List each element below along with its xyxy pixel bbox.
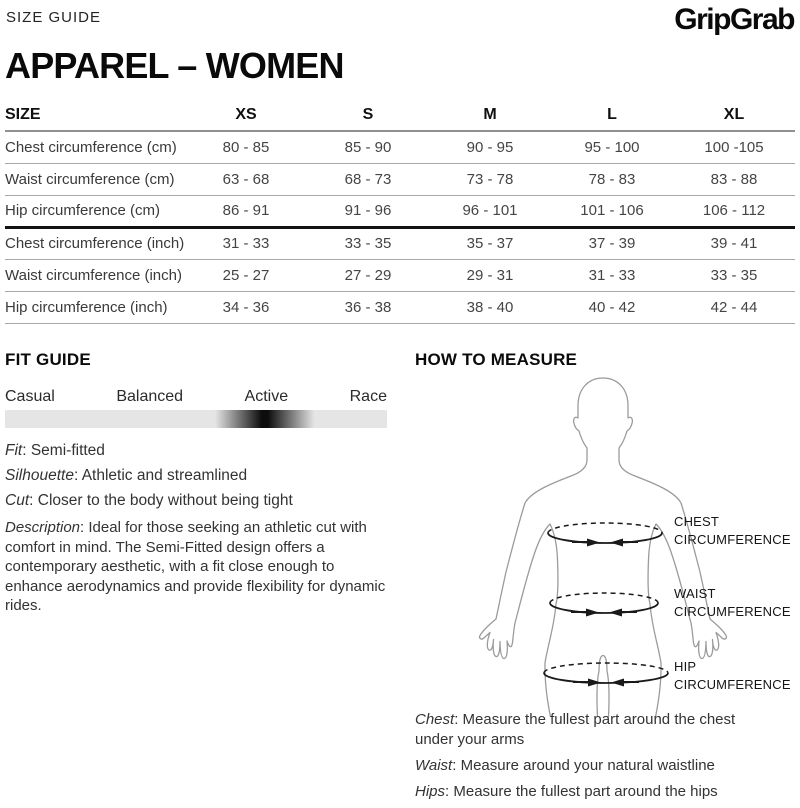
instruction-label: Hips : xyxy=(415,783,453,800)
attribute-label: Fit : xyxy=(5,442,31,459)
column-header-xl: XL xyxy=(673,100,795,131)
fit-attributes xyxy=(5,443,387,509)
size-cell: 25 - 27 xyxy=(185,259,307,291)
gripgrab-logo: GripGrab xyxy=(674,3,794,36)
chest-measure-ellipse xyxy=(548,523,662,547)
size-cell: 90 - 95 xyxy=(429,131,551,163)
row-label: Waist circumference (cm) xyxy=(5,163,185,195)
instruction-label: Waist : xyxy=(415,757,461,774)
arrow-left-icon xyxy=(611,679,624,687)
measure-instructions xyxy=(415,710,777,808)
instruction-value: Measure the fullest part around the chest under your arms xyxy=(415,711,736,748)
instruction-hips xyxy=(415,782,777,802)
fit-scale-label-balanced: Balanced xyxy=(116,388,184,405)
column-header-m: M xyxy=(429,100,551,131)
size-cell: 91 - 96 xyxy=(307,195,429,227)
how-to-measure-heading: HOW TO MEASURE xyxy=(415,350,578,369)
size-cell: 83 - 88 xyxy=(673,163,795,195)
size-table-header-row xyxy=(5,100,795,131)
hip-circumference-label xyxy=(674,658,791,693)
hip-measure-ellipse xyxy=(544,663,668,686)
fit-scale-bar xyxy=(5,410,387,428)
fit-scale-label-casual: Casual xyxy=(5,388,55,405)
arrow-left-icon xyxy=(609,609,622,617)
row-label: Chest circumference (inch) xyxy=(5,227,185,259)
fit-attribute-fit xyxy=(5,443,387,459)
column-header-l: L xyxy=(551,100,673,131)
size-cell: 68 - 73 xyxy=(307,163,429,195)
page-eyebrow: SIZE GUIDE xyxy=(6,9,102,26)
instruction-chest xyxy=(415,710,777,750)
table-row-hip-cm xyxy=(5,195,795,227)
page-title: APPAREL – WOMEN xyxy=(5,45,344,86)
size-cell: 40 - 42 xyxy=(551,291,673,323)
label-line: CIRCUMFERENCE xyxy=(674,676,791,692)
fit-guide-section xyxy=(5,350,387,616)
size-cell: 100 -105 xyxy=(673,131,795,163)
size-cell: 38 - 40 xyxy=(429,291,551,323)
size-cell: 63 - 68 xyxy=(185,163,307,195)
description-value: Ideal for those seeking an athletic cut with comfort in mind. The Semi-Fitted design offers a contemporary aesthetic, with a fit close enough to enhance aerodynamics and provide flexibility for dynamic rides. xyxy=(5,519,386,614)
fit-attribute-cut xyxy=(5,493,387,509)
label-line: CIRCUMFERENCE xyxy=(674,603,791,619)
size-cell: 33 - 35 xyxy=(673,259,795,291)
fit-scale-label-race: Race xyxy=(349,388,387,405)
fit-attribute-silhouette xyxy=(5,468,387,484)
instruction-label: Chest : xyxy=(415,711,463,728)
size-cell: 39 - 41 xyxy=(673,227,795,259)
instruction-value: Measure around your natural waistline xyxy=(460,757,715,774)
measurement-figure xyxy=(475,372,795,717)
label-line: HIP xyxy=(674,659,697,674)
label-line: CIRCUMFERENCE xyxy=(674,531,791,547)
table-row-chest-inch xyxy=(5,227,795,259)
attribute-value: Athletic and streamlined xyxy=(81,467,248,484)
size-cell: 34 - 36 xyxy=(185,291,307,323)
fit-description xyxy=(5,518,390,616)
chest-circumference-label xyxy=(674,513,791,548)
size-cell: 37 - 39 xyxy=(551,227,673,259)
size-cell: 85 - 90 xyxy=(307,131,429,163)
table-row-waist-cm xyxy=(5,163,795,195)
size-cell: 31 - 33 xyxy=(551,259,673,291)
row-label: Hip circumference (inch) xyxy=(5,291,185,323)
arrow-right-icon xyxy=(586,609,599,617)
fit-scale-labels xyxy=(5,388,387,406)
size-cell: 96 - 101 xyxy=(429,195,551,227)
instruction-waist xyxy=(415,756,777,776)
table-row-chest-cm xyxy=(5,131,795,163)
row-label: Chest circumference (cm) xyxy=(5,131,185,163)
arrow-right-icon xyxy=(588,679,601,687)
size-cell: 86 - 91 xyxy=(185,195,307,227)
size-cell: 27 - 29 xyxy=(307,259,429,291)
label-line: CHEST xyxy=(674,514,720,529)
size-cell: 33 - 35 xyxy=(307,227,429,259)
size-cell: 36 - 38 xyxy=(307,291,429,323)
size-table xyxy=(5,100,795,324)
description-label: Description : xyxy=(5,519,88,536)
size-cell: 95 - 100 xyxy=(551,131,673,163)
fit-scale-label-active: Active xyxy=(244,388,289,405)
row-label: Waist circumference (inch) xyxy=(5,259,185,291)
arrow-left-icon xyxy=(610,539,623,547)
column-header-xs: XS xyxy=(185,100,307,131)
attribute-label: Silhouette : xyxy=(5,467,82,484)
waist-measure-ellipse xyxy=(550,593,658,616)
size-cell: 42 - 44 xyxy=(673,291,795,323)
table-row-waist-inch xyxy=(5,259,795,291)
size-cell: 29 - 31 xyxy=(429,259,551,291)
table-row-hip-inch xyxy=(5,291,795,323)
size-cell: 73 - 78 xyxy=(429,163,551,195)
attribute-label: Cut : xyxy=(5,492,38,509)
row-label: Hip circumference (cm) xyxy=(5,195,185,227)
size-cell: 80 - 85 xyxy=(185,131,307,163)
label-line: WAIST xyxy=(674,586,716,601)
size-cell: 31 - 33 xyxy=(185,227,307,259)
size-cell: 106 - 112 xyxy=(673,195,795,227)
size-cell: 101 - 106 xyxy=(551,195,673,227)
size-cell: 35 - 37 xyxy=(429,227,551,259)
size-cell: 78 - 83 xyxy=(551,163,673,195)
instruction-value: Measure the fullest part around the hips xyxy=(453,783,718,800)
column-header-size: SIZE xyxy=(5,100,185,131)
waist-circumference-label xyxy=(674,585,791,620)
arrow-right-icon xyxy=(587,539,600,547)
fit-guide-heading: FIT GUIDE xyxy=(5,350,91,369)
column-header-s: S xyxy=(307,100,429,131)
attribute-value: Semi-fitted xyxy=(30,442,105,459)
attribute-value: Closer to the body without being tight xyxy=(37,492,293,509)
